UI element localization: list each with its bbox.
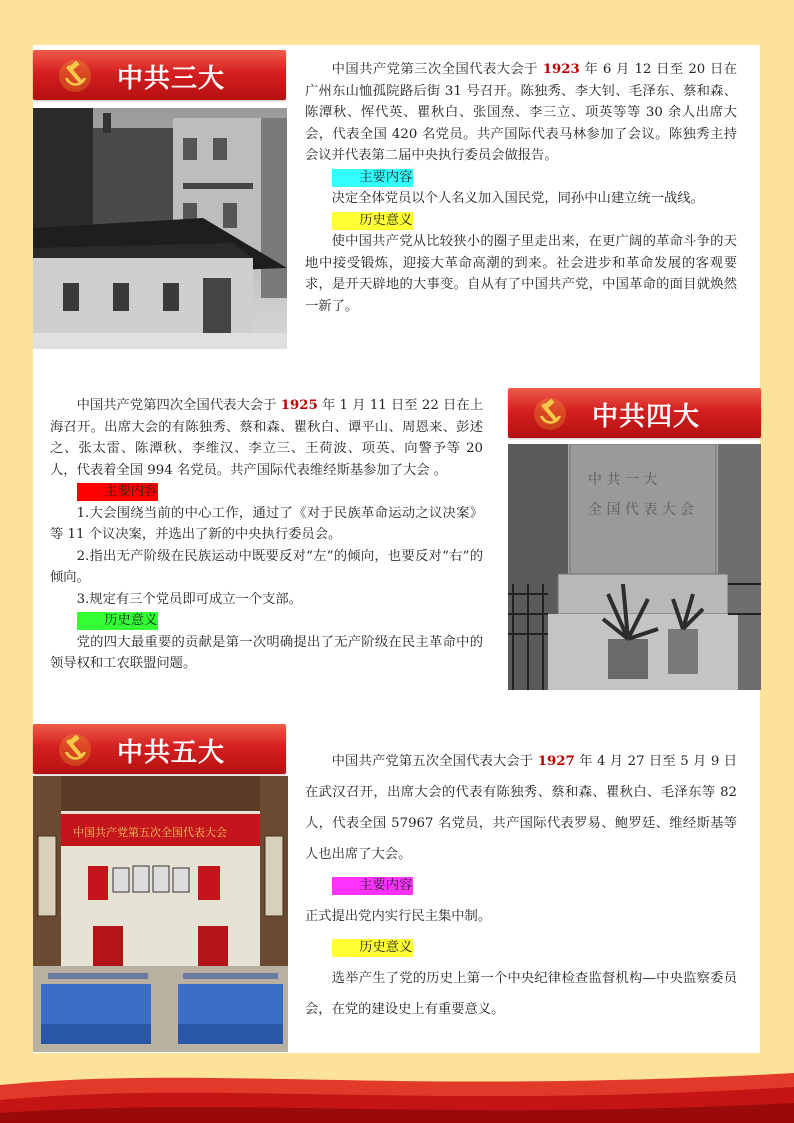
hammer-sickle-icon [532,396,568,432]
intro-text: 中国共产党第五次全国代表大会于 [331,754,538,769]
red-ribbon-decoration [0,1055,794,1123]
content-label-line [50,481,483,503]
section-text-5 [305,746,737,1025]
content-item: 决定全体党员以个人名义加入国民党，同孙中山建立统一战线。 [331,191,704,206]
section-title: 中共五大 [117,738,226,768]
significance-text: 选举产生了党的历史上第一个中央纪律检查监督机构—中央监察委员会，在党的建设史上有重要意义。 [305,971,737,1017]
intro-paragraph [50,395,483,481]
intro-text: 年 1 月 11 日至 22 日在上海召开。出席大会的有陈独秀、蔡和森、瞿秋白、谭平山、周恩来、彭述之、张太雷、陈潭秋、李维汉、李立三、王荷波、项英、向警予等 20 人，代表着全国 994 名党员。共产国际代表维经斯基参加了大会 。 [50,398,483,478]
significance-label: 历史意义 [77,612,159,630]
content-label-line [305,870,737,901]
significance-label-line [305,932,737,963]
significance-label-line [305,210,737,232]
significance-label-line [50,610,483,632]
section-banner-4 [508,388,761,438]
significance-label: 历史意义 [332,212,414,230]
section-banner-3 [33,50,286,100]
content-label: 主要内容 [332,877,414,895]
significance-text: 使中国共产党从比较狭小的圈子里走出来，在更广阔的革命斗争的天地中接受锻炼，迎接大革命高潮的到来。社会进步和革命发展的客观要求，是开天辟地的大事变。自从有了中国共产党，中国革命的面目就焕然一新了。 [305,234,737,314]
significance-label: 历史意义 [332,939,414,957]
svg-text:全 国 代 表 大 会: 全 国 代 表 大 会 [588,502,695,518]
hammer-sickle-icon [57,732,93,768]
photo-third-congress-site [33,108,287,349]
year: 1923 [542,62,580,77]
section-text-4 [50,395,483,675]
year: 1927 [537,754,575,769]
section-title: 中共四大 [592,402,701,432]
content-item: 正式提出党内实行民主集中制。 [305,909,492,924]
content-label: 主要内容 [77,483,159,501]
section-text-3 [305,59,737,317]
content-item: 1.大会围绕当前的中心工作，通过了《对于民族革命运动之议决案》等 11 个议决案，并选出了新的中央执行委员会。 [50,505,483,542]
hammer-sickle-icon [57,58,93,94]
photo-fifth-congress-hall [33,776,288,1052]
year: 1925 [280,398,318,413]
content-item: 3.规定有三个党员即可成立一个支部。 [76,591,303,607]
intro-paragraph [305,746,737,870]
intro-text: 中国共产党第四次全国代表大会于 [76,398,281,413]
intro-text: 年 4 月 27 日至 5 月 9 日在武汉召开，出席大会的代表有陈独秀、蔡和森、瞿秋白、毛泽东等 82 人，代表全国 57967 名党员，共产国际代表罗易、鲍罗廷、维经斯基等人也出席了大会。 [305,754,737,862]
photo-fourth-congress-memorial [508,444,761,690]
svg-text:中 共 一 大: 中 共 一 大 [588,472,658,488]
section-title: 中共三大 [117,64,226,94]
content-label: 主要内容 [332,169,414,187]
intro-text: 年 6 月 12 日至 20 日在广州东山恤孤院路后街 31 号召开。陈独秀、李大钊、毛泽东、蔡和森、陈潭秋、恽代英、瞿秋白、张国焘、李三立、项英等等 30 余人出席大会，代表全国 420 名党员。共产国际代表马林参加了会议。陈独秀主持会议并代表第二届中央执行委员会做报告。 [305,62,738,163]
content-label-line [305,167,737,189]
intro-text: 中国共产党第三次全国代表大会于 [331,62,543,77]
intro-paragraph [305,59,737,167]
svg-text:中国共产党第五次全国代表大会: 中国共产党第五次全国代表大会 [73,826,227,839]
section-banner-5 [33,724,286,774]
significance-text: 党的四大最重要的贡献是第一次明确提出了无产阶级在民主革命中的领导权和工农联盟问题。 [50,634,483,671]
content-item: 2.指出无产阶级在民族运动中既要反对“左”的倾向，也要反对“右”的倾向。 [50,548,483,585]
